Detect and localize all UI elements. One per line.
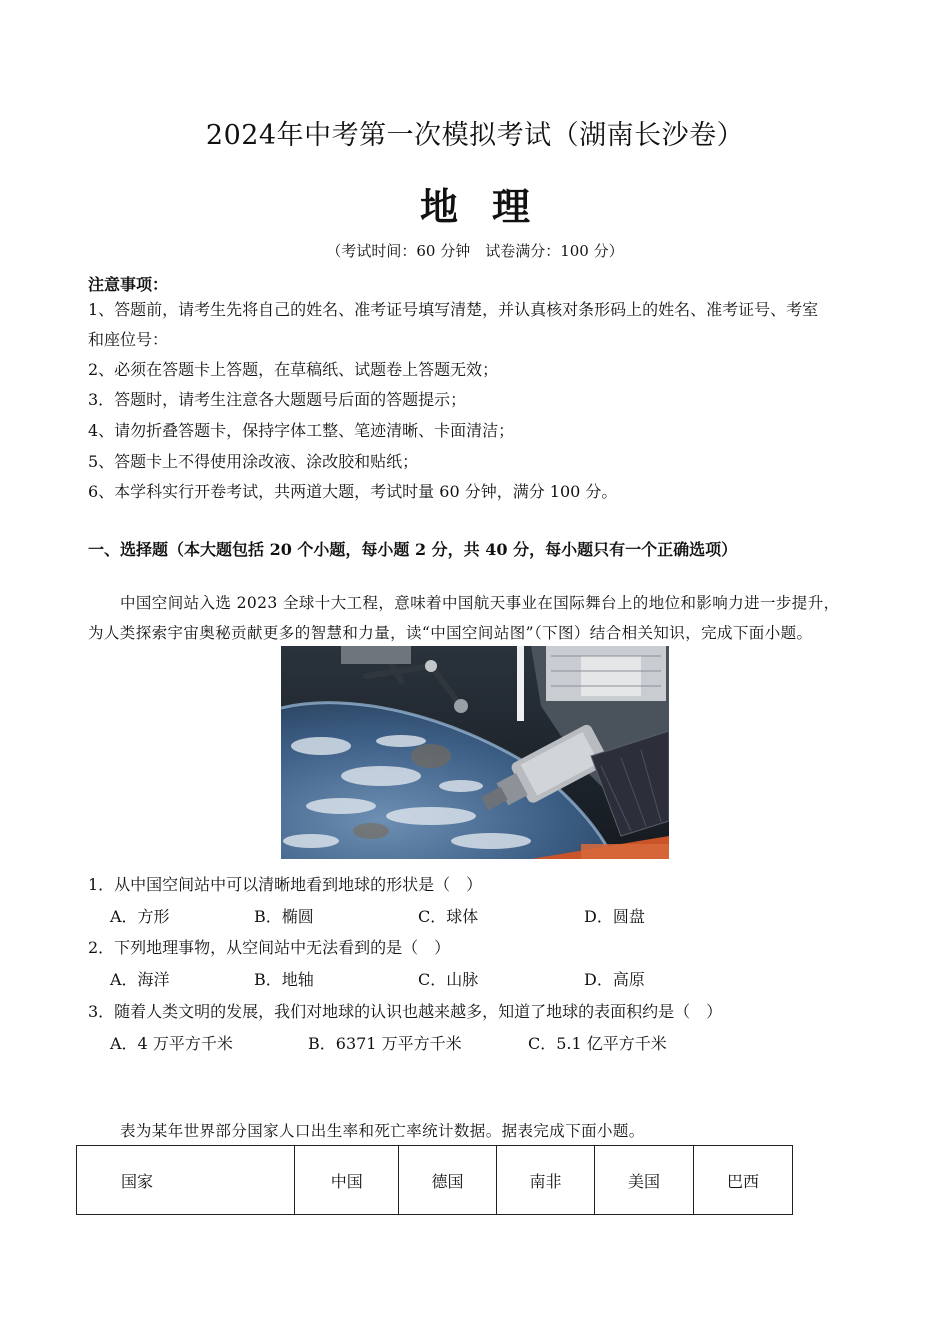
notes-heading: 注意事项： xyxy=(88,275,169,294)
subject-title: 地理 xyxy=(419,184,564,229)
note-item: 2、必须在答题卡上答题，在草稿纸、试题卷上答题无效； xyxy=(88,360,499,379)
table-header-cell: 德国 xyxy=(399,1146,497,1215)
q1-option-c: C．球体 xyxy=(418,907,479,926)
q3-option-c: C．5.1 亿平方千米 xyxy=(528,1034,667,1053)
q2-option-a: A．海洋 xyxy=(110,970,170,989)
q3-option-b: B．6371 万平方千米 xyxy=(308,1034,462,1053)
intro-paragraph: 为人类探索宇宙奥秘贡献更多的智慧和力量，读“中国空间站图”（下图）结合相关知识，完成下面小题。 xyxy=(88,624,813,642)
q2-option-b: B．地轴 xyxy=(254,970,314,989)
intro-paragraph: 中国空间站入选 2023 全球十大工程，意味着中国航天事业在国际舞台上的地位和影响力进一步提升， xyxy=(120,594,840,612)
table-header-cell: 国家 xyxy=(77,1146,295,1215)
note-item: 3．答题时，请考生注意各大题题号后面的答题提示； xyxy=(88,390,467,409)
table-header-cell: 巴西 xyxy=(694,1146,793,1215)
q3-option-a: A．4 万平方千米 xyxy=(110,1034,233,1053)
exam-meta: （考试时间：60 分钟 试卷满分：100 分） xyxy=(326,242,624,260)
note-item: 5、答题卡上不得使用涂改液、涂改胶和贴纸； xyxy=(88,452,419,471)
q1-option-d: D．圆盘 xyxy=(584,907,645,926)
space-station-photo xyxy=(281,646,669,859)
q1-option-b: B．椭圆 xyxy=(254,907,314,926)
question-3: 3．随着人类文明的发展，我们对地球的认识也越来越多，知道了地球的表面积约是（ ） xyxy=(88,1002,723,1021)
question-2: 2．下列地理事物，从空间站中无法看到的是（ ） xyxy=(88,938,451,957)
note-item: 6、本学科实行开卷考试，共两道大题，考试时量 60 分钟，满分 100 分。 xyxy=(88,482,618,501)
exam-title: 2024年中考第一次模拟考试（湖南长沙卷） xyxy=(205,120,745,151)
q2-option-c: C．山脉 xyxy=(418,970,479,989)
table-header-cell: 美国 xyxy=(595,1146,694,1215)
note-item: 1、答题前，请考生先将自己的姓名、准考证号填写清楚，并认真核对条形码上的姓名、准考证号、考室 xyxy=(88,300,819,319)
table-header-row xyxy=(77,1146,793,1215)
note-item: 和座位号： xyxy=(88,330,169,349)
section-heading: 一、选择题（本大题包括 20 个小题，每小题 2 分，共 40 分，每小题只有一个正确选项） xyxy=(88,540,738,559)
q2-option-d: D．高原 xyxy=(584,970,645,989)
question-1: 1．从中国空间站中可以清晰地看到地球的形状是（ ） xyxy=(88,875,483,894)
q1-option-a: A．方形 xyxy=(110,907,170,926)
population-table xyxy=(76,1145,793,1215)
table-header-cell: 南非 xyxy=(497,1146,595,1215)
table-header-cell: 中国 xyxy=(295,1146,399,1215)
note-item: 4、请勿折叠答题卡，保持字体工整、笔迹清晰、卡面清洁； xyxy=(88,421,515,440)
table-intro: 表为某年世界部分国家人口出生率和死亡率统计数据。据表完成下面小题。 xyxy=(120,1122,645,1140)
